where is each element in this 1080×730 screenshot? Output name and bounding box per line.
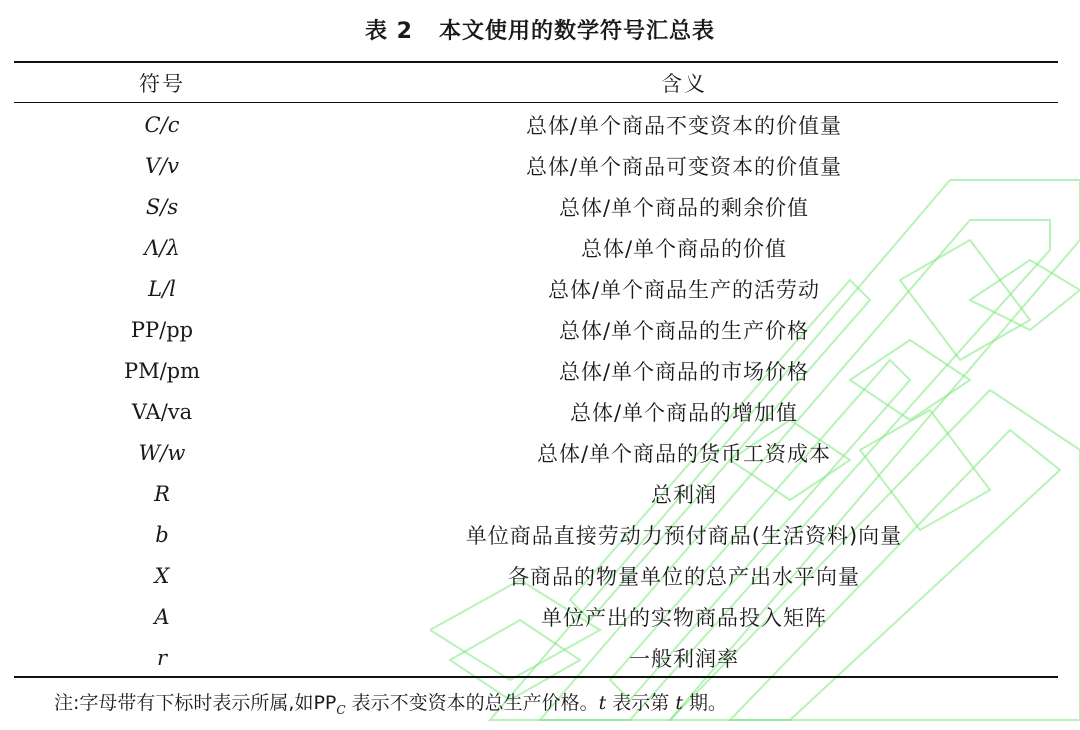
table-row — [14, 432, 1058, 473]
table-row — [14, 637, 1058, 678]
symbol-cell: r — [156, 645, 168, 670]
meaning-cell: 总体/单个商品的货币工资成本 — [536, 441, 832, 466]
symbol-cell: b — [155, 522, 169, 547]
symbol-cell: A — [154, 604, 170, 629]
meaning-cell: 一般利润率 — [629, 646, 739, 671]
symbol-cell: Λ/λ — [144, 235, 180, 260]
table-row — [14, 596, 1058, 637]
symbol-cell: W/w — [138, 440, 186, 465]
meaning-cell: 总利润 — [651, 482, 717, 507]
table-title: 本文使用的数学符号汇总表 — [438, 19, 715, 44]
meaning-cell: 总体/单个商品的剩余价值 — [558, 195, 810, 220]
footnote-subscript: C — [336, 702, 346, 717]
table-row — [14, 145, 1058, 186]
column-header-symbol: 符号 — [139, 71, 185, 96]
table-number: 表 2 — [365, 19, 413, 44]
symbol-cell: R — [154, 481, 170, 506]
symbol-cell: PP/pp — [130, 317, 194, 342]
table-row — [14, 102, 1058, 145]
column-header-meaning: 含义 — [661, 71, 707, 96]
meaning-cell: 单位产出的实物商品投入矩阵 — [541, 605, 827, 630]
table-row — [14, 514, 1058, 555]
symbol-table — [14, 63, 1058, 678]
footnote-suffix: 期。 — [682, 692, 728, 714]
meaning-cell: 总体/单个商品的增加值 — [569, 400, 799, 425]
symbol-cell: S/s — [145, 194, 179, 219]
meaning-cell: 总体/单个商品不变资本的价值量 — [525, 113, 843, 138]
table-row — [14, 268, 1058, 309]
table-row — [14, 227, 1058, 268]
table-footnote — [54, 688, 727, 717]
footnote-t-symbol: t — [598, 692, 607, 714]
symbol-cell: VA/va — [131, 399, 193, 424]
meaning-cell: 总体/单个商品的市场价格 — [558, 359, 810, 384]
symbol-cell: PM/pm — [123, 358, 201, 383]
table-header-row — [14, 63, 1058, 102]
meaning-cell: 单位商品直接劳动力预付商品(生活资料)向量 — [465, 523, 903, 548]
footnote-middle2: 表示第 — [606, 692, 676, 714]
symbol-cell: C/c — [144, 112, 180, 137]
table-caption — [0, 14, 1080, 45]
table-row — [14, 473, 1058, 514]
footnote-middle: 表示不变资本的总生产价格。 — [345, 692, 599, 714]
table-row — [14, 350, 1058, 391]
footnote-t-symbol-2: t — [675, 692, 683, 714]
symbol-cell: V/v — [144, 153, 180, 178]
table-row — [14, 391, 1058, 432]
symbol-cell: X — [154, 563, 170, 588]
table-row — [14, 555, 1058, 596]
meaning-cell: 总体/单个商品可变资本的价值量 — [525, 154, 843, 179]
meaning-cell: 总体/单个商品的生产价格 — [558, 318, 810, 343]
meaning-cell: 各商品的物量单位的总产出水平向量 — [508, 564, 860, 589]
meaning-cell: 总体/单个商品的价值 — [580, 236, 788, 261]
table-row — [14, 309, 1058, 350]
symbol-cell: L/l — [148, 276, 176, 301]
table-row — [14, 186, 1058, 227]
footnote-prefix: 注:字母带有下标时表示所属,如PP — [54, 692, 337, 714]
meaning-cell: 总体/单个商品生产的活劳动 — [547, 277, 821, 302]
